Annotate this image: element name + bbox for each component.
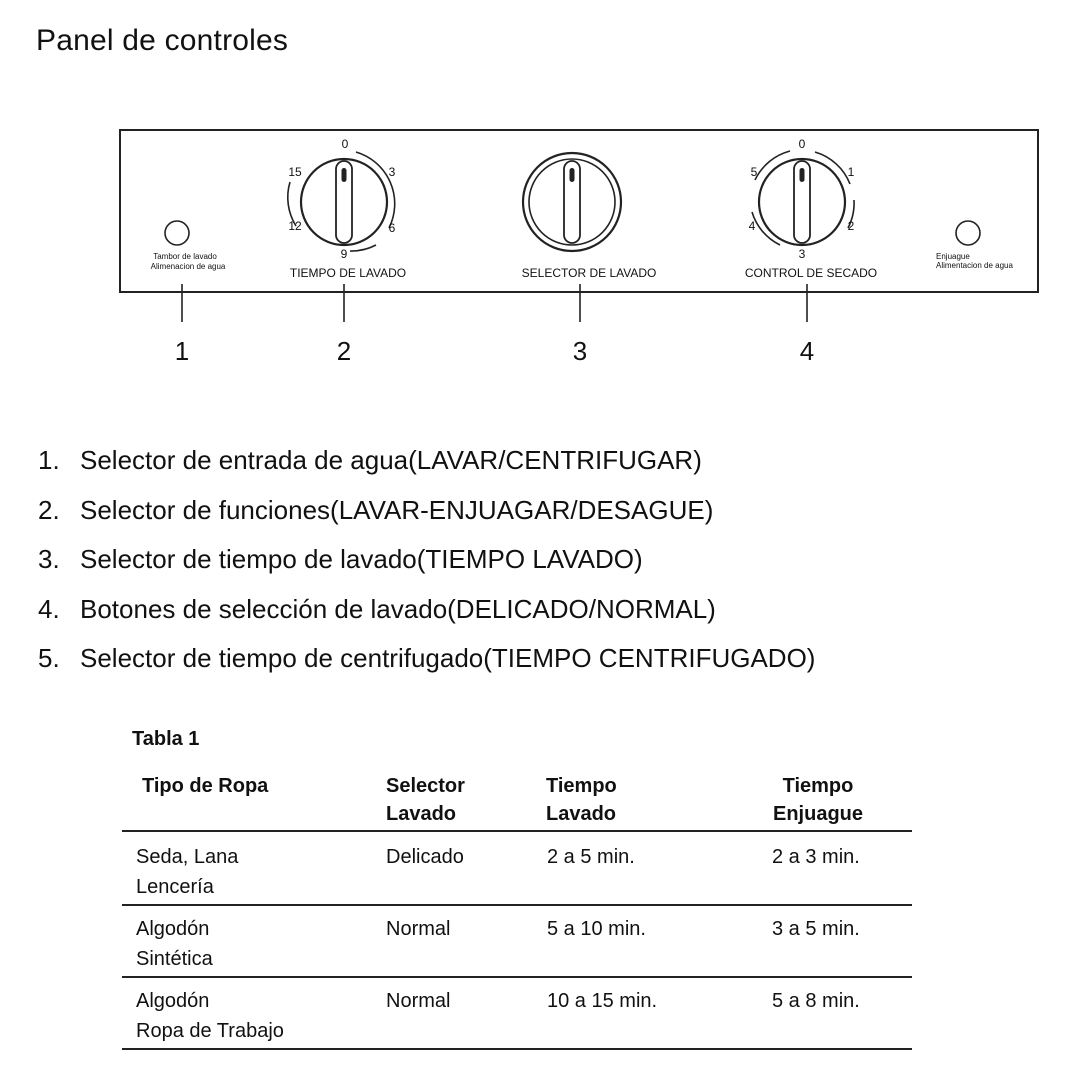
page-title: Panel de controles (36, 24, 289, 57)
wash-selector-pointer (570, 168, 575, 182)
list-item-text: Botones de selección de lavado(DELICADO/NORMAL) (80, 593, 716, 624)
dial-mark: 15 (288, 165, 302, 179)
dial-mark: 2 (847, 219, 855, 233)
dry-control-dial-label: CONTROL DE SECADO (744, 266, 878, 280)
callout-number: 3 (572, 336, 588, 366)
cell-enjuague: 3 a 5 min. (772, 918, 860, 940)
header-tiempo-lavado: Tiempo Lavado (546, 775, 617, 825)
dial-mark: 5 (750, 165, 758, 179)
cell-tipo: Algodón Sintética (136, 918, 213, 970)
cell-selector: Normal (386, 990, 451, 1012)
control-panel-diagram (0, 0, 1080, 400)
cell-selector: Normal (386, 918, 451, 940)
header-selector: Selector Lavado (386, 775, 465, 825)
cell-lavado: 10 a 15 min. (547, 990, 658, 1012)
callout-number: 1 (174, 336, 190, 366)
list-item-text: Selector de tiempo de lavado(TIEMPO LAVADO) (80, 544, 643, 574)
dial-mark: 6 (388, 221, 396, 235)
table-row (122, 904, 912, 978)
list-item-text: Selector de entrada de agua(LAVAR/CENTRIFUGAR) (80, 445, 702, 475)
left-indicator-label-1: Tambor de lavado (153, 252, 217, 261)
cell-tipo: Algodón Ropa de Trabajo (136, 990, 284, 1042)
callout-number: 2 (336, 336, 352, 366)
cell-enjuague: 5 a 8 min. (772, 990, 860, 1012)
dry-control-dial[interactable] (745, 137, 877, 280)
list-item (38, 490, 815, 540)
list-item-number: 3. (38, 544, 60, 574)
wash-time-dial[interactable] (288, 137, 406, 280)
dial-mark: 0 (341, 137, 349, 151)
right-indicator-light (956, 221, 980, 245)
table-row (122, 976, 912, 1050)
dial-mark: 12 (288, 219, 302, 233)
dry-control-pointer (800, 168, 805, 182)
wash-time-pointer (342, 168, 347, 182)
wash-time-dial-label: TIEMPO DE LAVADO (289, 266, 407, 280)
wash-selector-dial[interactable] (522, 153, 657, 280)
cell-lavado: 5 a 10 min. (547, 918, 646, 940)
wash-selector-dial-label: SELECTOR DE LAVADO (521, 266, 657, 280)
table-header (122, 768, 912, 832)
cell-lavado: 2 a 5 min. (547, 846, 635, 868)
list-item (38, 440, 815, 490)
list-item-number: 2. (38, 494, 60, 525)
header-tipo: Tipo de Ropa (142, 775, 269, 797)
cell-tipo: Seda, Lana Lencería (136, 846, 239, 898)
dial-mark: 3 (388, 165, 396, 179)
list-item-text: Selector de tiempo de centrifugado(TIEMPO CENTRIFUGADO) (80, 643, 816, 673)
wash-selector-knob[interactable] (523, 153, 621, 251)
cell-enjuague: 2 a 3 min. (772, 846, 860, 868)
dial-mark: 1 (847, 165, 855, 179)
left-indicator-label-2: Alimenacion de agua (150, 262, 226, 271)
dial-mark: 3 (798, 247, 806, 261)
list-item-number: 1. (38, 445, 60, 475)
dial-mark: 9 (340, 247, 348, 261)
right-indicator-label-2: Alimentacion de agua (936, 261, 1013, 270)
cell-selector: Delicado (386, 846, 464, 868)
dial-mark: 0 (798, 137, 806, 151)
header-tiempo-enjuague: Tiempo Enjuague (772, 775, 863, 825)
list-item (38, 638, 815, 688)
dial-mark: 4 (748, 219, 756, 233)
left-indicator-light (165, 221, 189, 245)
list-item-number: 5. (38, 643, 60, 673)
table-title: Tabla 1 (132, 728, 200, 750)
list-item-text: Selector de funciones(LAVAR-ENJUAGAR/DESAGUE) (80, 494, 714, 525)
list-item-number: 4. (38, 593, 60, 624)
callout-number: 4 (799, 336, 815, 366)
list-item (38, 589, 815, 639)
right-indicator-label-1: Enjuague (936, 252, 970, 261)
list-item (38, 539, 815, 589)
table-row (122, 832, 912, 906)
function-list (38, 440, 815, 688)
